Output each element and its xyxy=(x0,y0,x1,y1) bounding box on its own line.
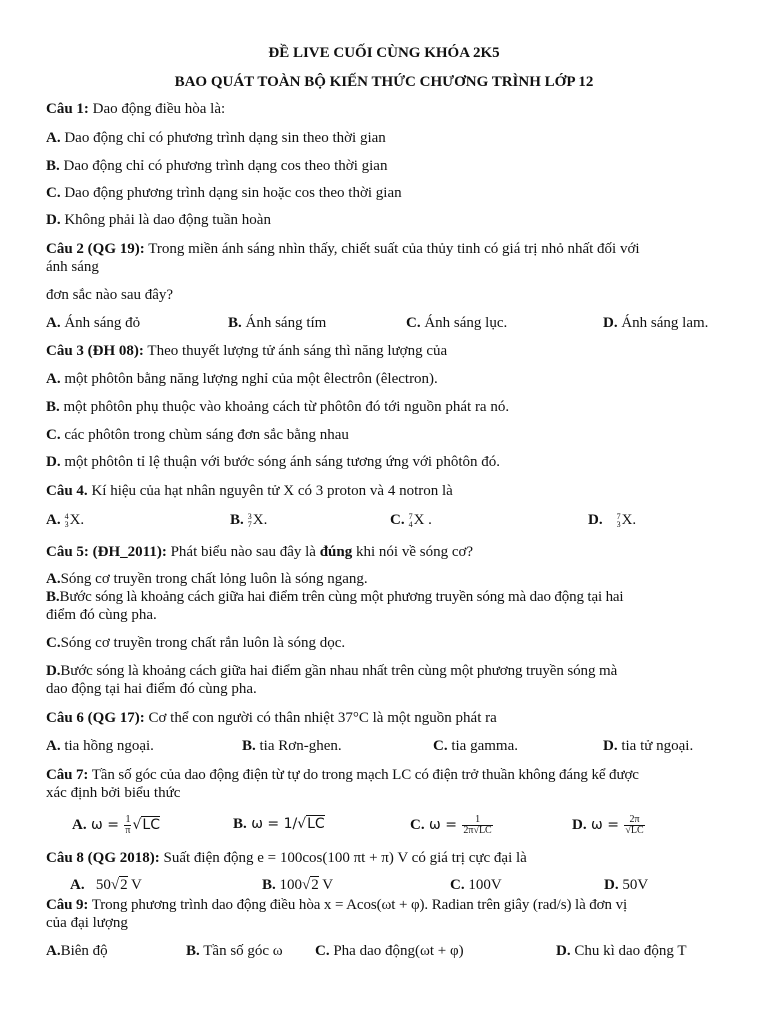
q9-option-c: C. Pha dao động(ωt + φ) xyxy=(315,943,464,959)
question-text: Cơ thể con người có thân nhiệt 37°C là một nguồn phát ra xyxy=(144,710,497,726)
question-2 xyxy=(46,240,640,258)
q3-option-a: A. một phôtôn bằng năng lượng nghỉ của một êlectrôn (êlectron). xyxy=(46,371,438,387)
q2-option-a: A. Ánh sáng đỏ xyxy=(46,315,141,331)
question-text: Kí hiệu của hạt nhân nguyên tử X có 3 proton và 4 notron là xyxy=(87,483,453,499)
exam-subtitle: BAO QUÁT TOÀN BỘ KIẾN THỨC CHƯƠNG TRÌNH LỚP 12 xyxy=(174,74,594,90)
question-label: Câu 5: (ĐH_2011): xyxy=(46,544,167,560)
question-7-cont: xác định bởi biểu thức xyxy=(46,785,181,801)
question-text: Suất điện động e = 100cos(100 πt + π) V có giá trị cực đại là xyxy=(159,850,527,866)
q5-option-b: B.Bước sóng là khoảng cách giữa hai điểm trên cùng một phương truyền sóng mà dao động tại hai xyxy=(46,589,624,605)
q5-option-d-cont: dao động tại hai điểm đó cùng pha. xyxy=(46,681,257,697)
q7-option-d: D. ω = $\frac{2\pi}{√LC}$ xyxy=(572,814,644,836)
q4-option-a: A. 4 3 X. xyxy=(46,511,85,529)
q4-option-d: D. 7 3 X. xyxy=(588,511,637,529)
q5-option-b-cont: điểm đó cùng pha. xyxy=(46,607,157,623)
exam-title: ĐỀ LIVE CUỐI CÙNG KHÓA 2K5 xyxy=(268,45,500,61)
question-text: Trong miền ánh sáng nhìn thấy, chiết suất của thủy tinh có giá trị nhỏ nhất đối với xyxy=(144,241,640,257)
q8-option-c: C. 100V xyxy=(450,877,502,893)
q8-option-a: A. 50√2 V xyxy=(70,877,142,893)
q2-option-d: D. Ánh sáng lam. xyxy=(603,315,709,331)
question-label: Câu 8 (QG 2018): xyxy=(46,850,160,866)
q6-option-d: D. tia tử ngoại. xyxy=(603,738,694,754)
q2-option-b: B. Ánh sáng tím xyxy=(228,315,327,331)
question-label: Câu 2 (QG 19): xyxy=(46,241,145,257)
q2-option-c: C. Ánh sáng lục. xyxy=(406,315,508,331)
fraction: $\frac{1}{2\pi√LC}$ xyxy=(463,814,492,836)
question-3 xyxy=(46,342,447,360)
q7-option-b: B. ω = 1/√LC xyxy=(233,816,325,832)
q3-option-c: C. các phôtôn trong chùm sáng đơn sắc bằng nhau xyxy=(46,427,349,443)
question-2-cont2: đơn sắc nào sau đây? xyxy=(46,287,174,303)
q8-option-b: B. 100√2 V xyxy=(262,877,334,893)
fraction: $\frac{2\pi}{√LC}$ xyxy=(625,814,644,836)
nuclide-notation: 4 3 xyxy=(64,511,69,529)
question-2-cont: ánh sáng xyxy=(46,259,99,275)
q9-option-b: B. Tần số góc ω xyxy=(186,943,283,959)
question-label: Câu 3 (ĐH 08): xyxy=(46,343,144,359)
fraction: $\frac{1}{\pi}$ xyxy=(125,814,131,836)
q5-option-a: A.Sóng cơ truyền trong chất lỏng luôn là sóng ngang. xyxy=(46,571,368,587)
question-text: Dao động điều hòa là: xyxy=(88,101,226,117)
question-text: Tần số góc của dao động điện từ tự do trong mạch LC có điện trở thuần không đáng kể được xyxy=(88,767,639,783)
q1-option-c: C. Dao động phương trình dạng sin hoặc cos theo thời gian xyxy=(46,185,402,201)
q6-option-a: A. tia hồng ngoại. xyxy=(46,738,154,754)
q5-option-c: C.Sóng cơ truyền trong chất rắn luôn là sóng dọc. xyxy=(46,635,346,651)
question-7 xyxy=(46,766,639,784)
question-8 xyxy=(46,849,527,867)
question-6 xyxy=(46,709,497,727)
q4-option-c: C. 7 4 X . xyxy=(390,511,432,529)
q8-option-d: D. 50V xyxy=(604,877,649,893)
question-label: Câu 9: xyxy=(46,897,89,913)
question-9 xyxy=(46,896,627,914)
q1-option-a: A. Dao động chỉ có phương trình dạng sin theo thời gian xyxy=(46,130,386,146)
q1-option-d: D. Không phải là dao động tuần hoàn xyxy=(46,212,271,228)
q3-option-b: B. một phôtôn phụ thuộc vào khoảng cách từ phôtôn đó tới nguồn phát ra nó. xyxy=(46,399,510,415)
question-1 xyxy=(46,100,225,118)
question-label: Câu 7: xyxy=(46,767,89,783)
q9-option-a: A.Biên độ xyxy=(46,943,108,959)
q3-option-d: D. một phôtôn tỉ lệ thuận với bước sóng ánh sáng tương ứng với phôtôn đó. xyxy=(46,454,501,470)
q6-option-c: C. tia gamma. xyxy=(433,738,518,754)
q5-option-d: D.Bước sóng là khoảng cách giữa hai điểm gần nhau nhất trên cùng một phương truyền sóng mà xyxy=(46,663,618,679)
q7-option-a: A. ω = $\frac{1}{\pi}$ √LC xyxy=(72,814,160,836)
question-label: Câu 6 (QG 17): xyxy=(46,710,145,726)
question-4 xyxy=(46,482,453,500)
q7-option-c: C. ω = $\frac{1}{2\pi√LC}$ xyxy=(410,814,492,836)
question-9-cont: của đại lượng xyxy=(46,915,128,931)
q4-option-b: B. 3 7 X. xyxy=(230,511,268,529)
question-text: Theo thuyết lượng tử ánh sáng thì năng lượng của xyxy=(143,343,448,359)
question-label: Câu 1: xyxy=(46,101,89,117)
question-text: Trong phương trình dao động điều hòa x = Acos(ωt + φ). Radian trên giây (rad/s) là đơn vị xyxy=(88,897,628,913)
nuclide-notation: 3 7 xyxy=(247,511,252,529)
q6-option-b: B. tia Rơn-ghen. xyxy=(242,738,342,754)
nuclide-notation: 7 4 xyxy=(408,511,413,529)
q1-option-b: B. Dao động chỉ có phương trình dạng cos theo thời gian xyxy=(46,158,388,174)
nuclide-notation: 7 3 xyxy=(616,511,621,529)
question-5: Câu 5: (ĐH_2011): Phát biểu nào sau đây là đúng khi nói về sóng cơ? xyxy=(46,544,474,560)
q9-option-d: D. Chu kì dao động T xyxy=(556,943,687,959)
question-label: Câu 4. xyxy=(46,483,88,499)
